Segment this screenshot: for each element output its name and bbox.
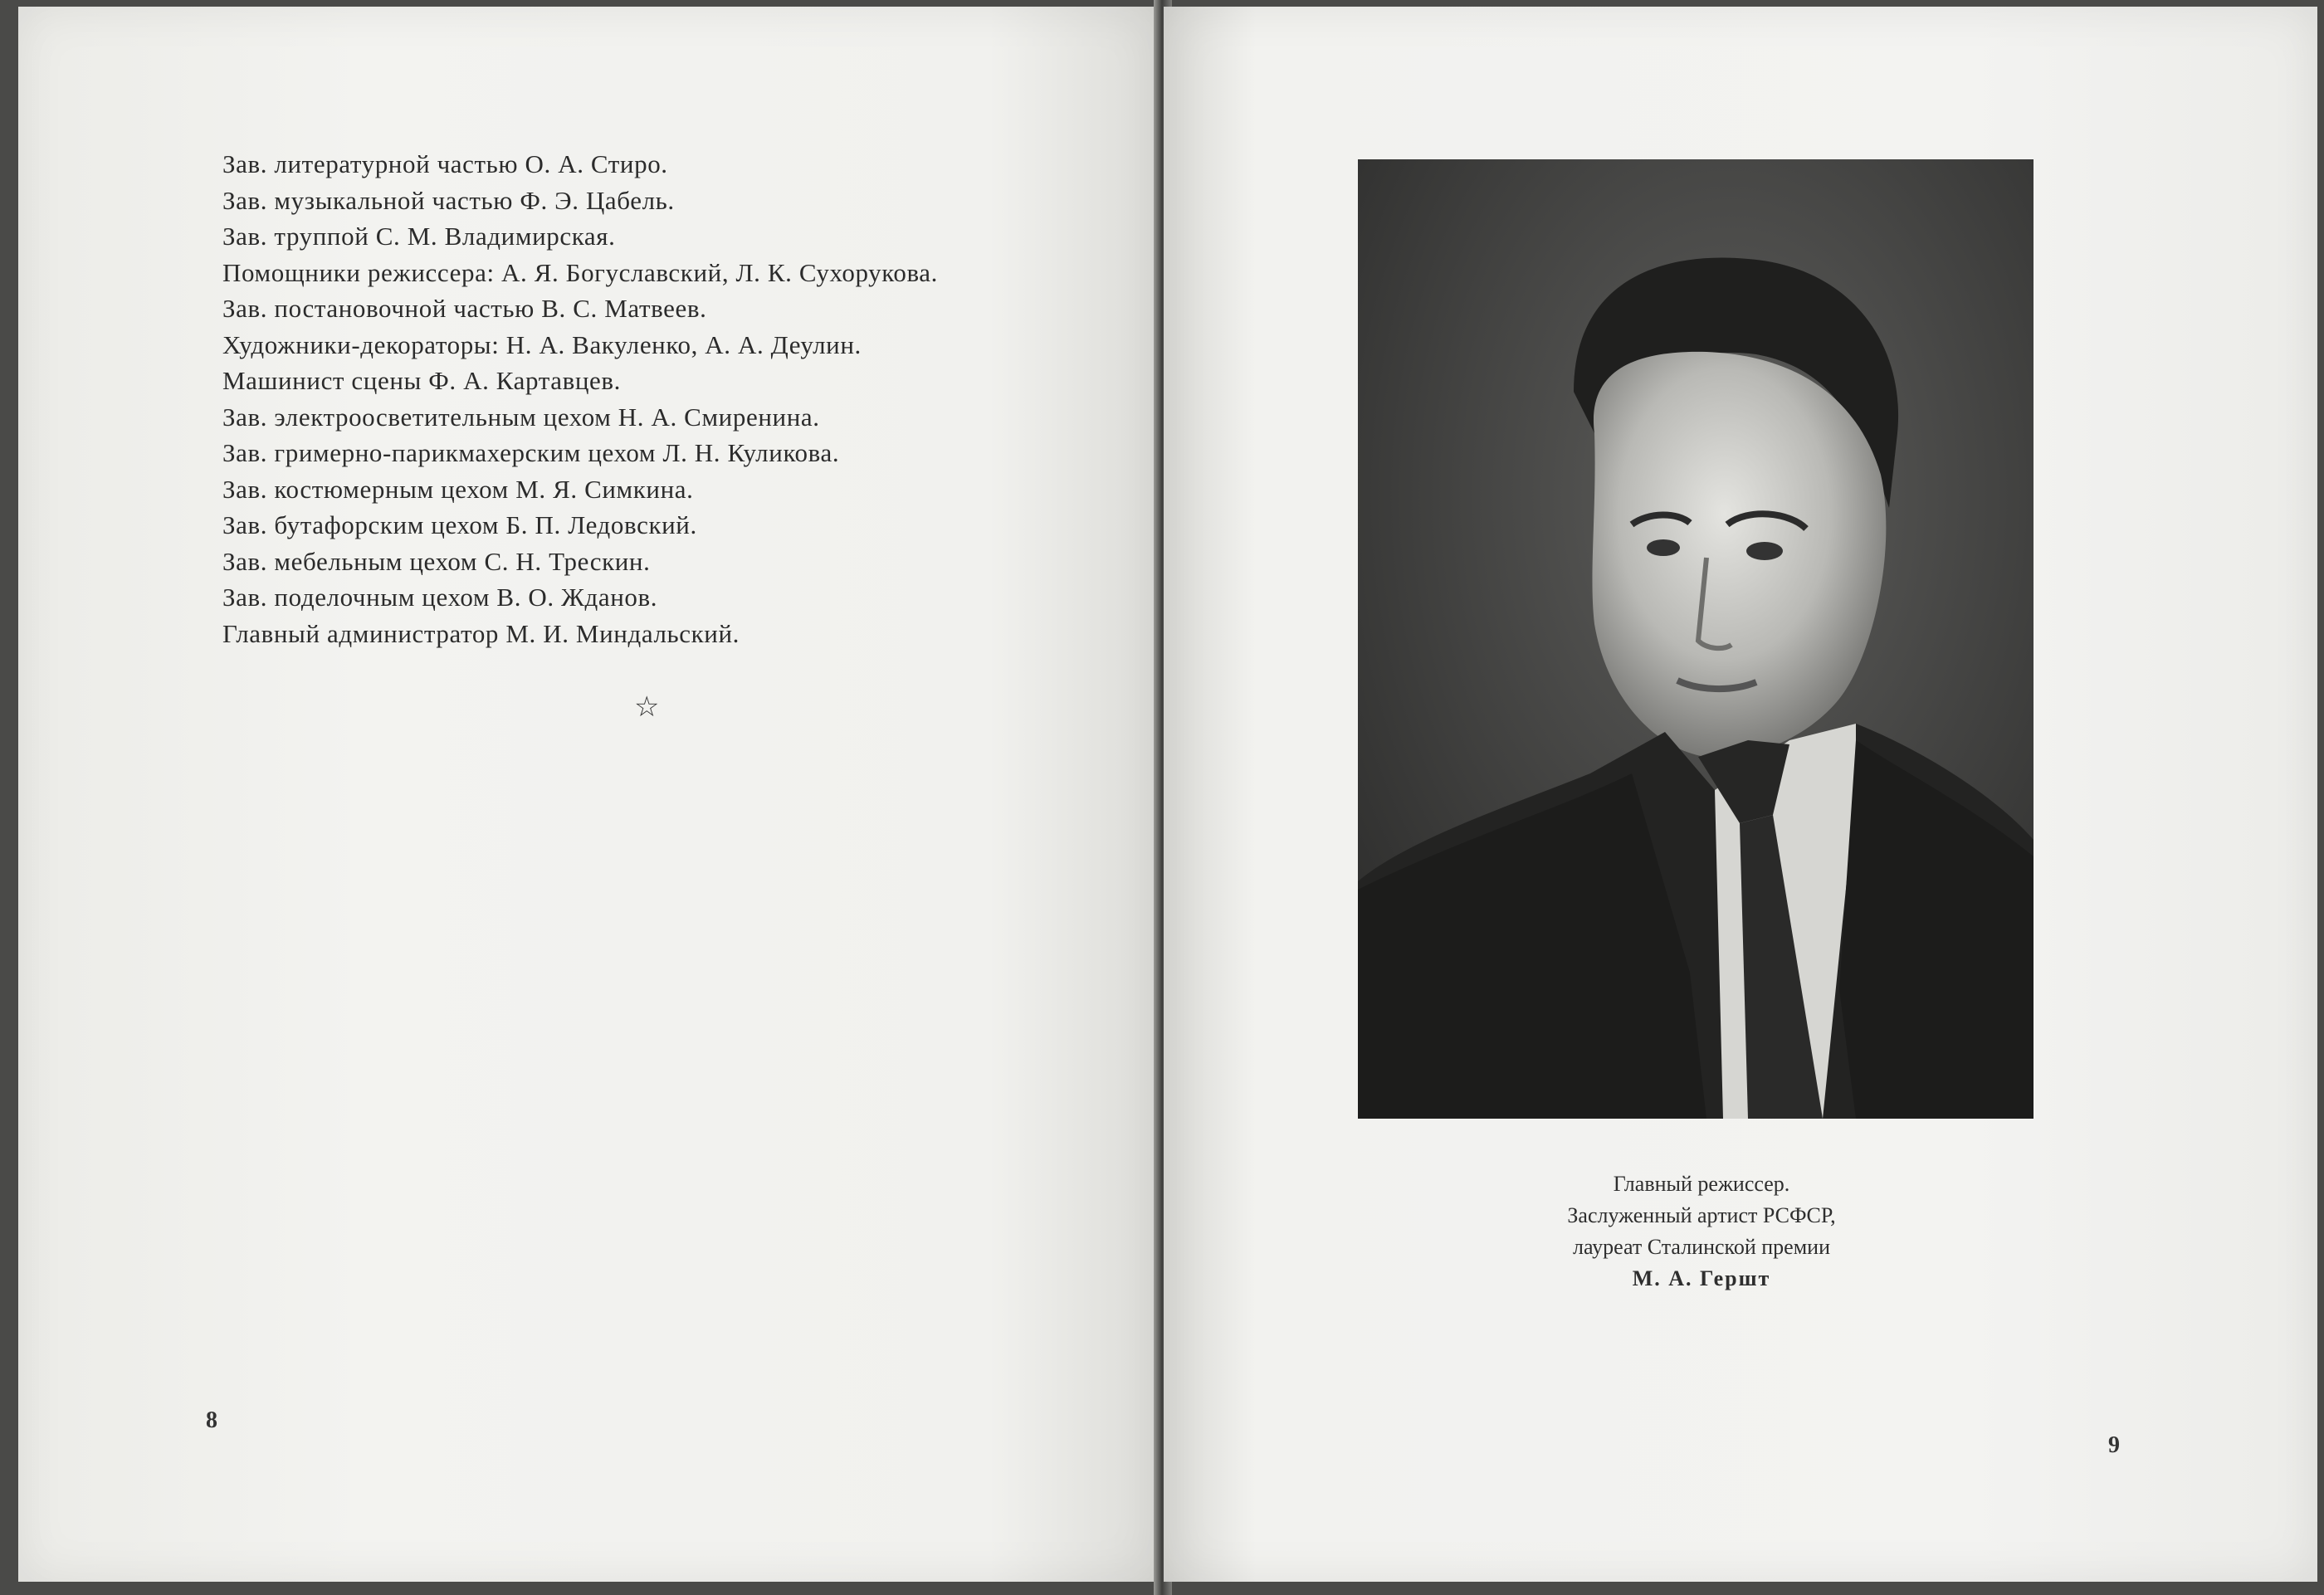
staff-line: Зав. литературной частью О. А. Стиро. bbox=[222, 149, 668, 178]
left-page bbox=[18, 7, 1160, 1582]
staff-line: Зав. гримерно-парикмахерским цехом Л. Н. Куликова. bbox=[222, 438, 840, 467]
staff-line: Зав. электроосветительным цехом Н. А. Смиренина. bbox=[222, 402, 820, 432]
caption-line-3: лауреат Сталинской премии bbox=[1572, 1235, 1831, 1259]
star-ornament: ☆ bbox=[634, 692, 660, 723]
staff-line: Зав. поделочным цехом В. О. Жданов. bbox=[222, 583, 658, 612]
staff-line: Зав. костюмерным цехом М. Я. Симкина. bbox=[222, 474, 694, 504]
portrait-photo bbox=[1358, 159, 2034, 1119]
caption-name: М. А. Гершт bbox=[1632, 1266, 1771, 1290]
staff-line: Зав. музыкальной частью Ф. Э. Цабель. bbox=[222, 185, 675, 215]
caption-line-2: Заслуженный артист РСФСР, bbox=[1567, 1203, 1836, 1227]
staff-line: Помощники режиссера: А. Я. Богуславский, Л. К. Сухорукова. bbox=[222, 257, 938, 287]
staff-line: Машинист сцены Ф. А. Картавцев. bbox=[222, 366, 621, 395]
staff-line: Зав. постановочной частью В. С. Матвеев. bbox=[222, 294, 707, 323]
staff-line: Зав. бутафорским цехом Б. П. Ледовский. bbox=[222, 510, 697, 539]
staff-line: Зав. труппой С. М. Владимирская. bbox=[222, 222, 616, 251]
staff-line: Главный администратор М. И. Миндальский. bbox=[222, 618, 740, 648]
page-number-left: 8 bbox=[206, 1407, 217, 1433]
portrait-caption bbox=[1428, 1168, 1975, 1295]
staff-line: Художники-декораторы: Н. А. Вакуленко, А. А. Деулин. bbox=[222, 329, 862, 359]
page-number-right: 9 bbox=[2108, 1432, 2120, 1458]
caption-line-1: Главный режиссер. bbox=[1613, 1172, 1790, 1196]
staff-list bbox=[222, 146, 1086, 651]
staff-line: Зав. мебельным цехом С. Н. Трескин. bbox=[222, 546, 651, 576]
